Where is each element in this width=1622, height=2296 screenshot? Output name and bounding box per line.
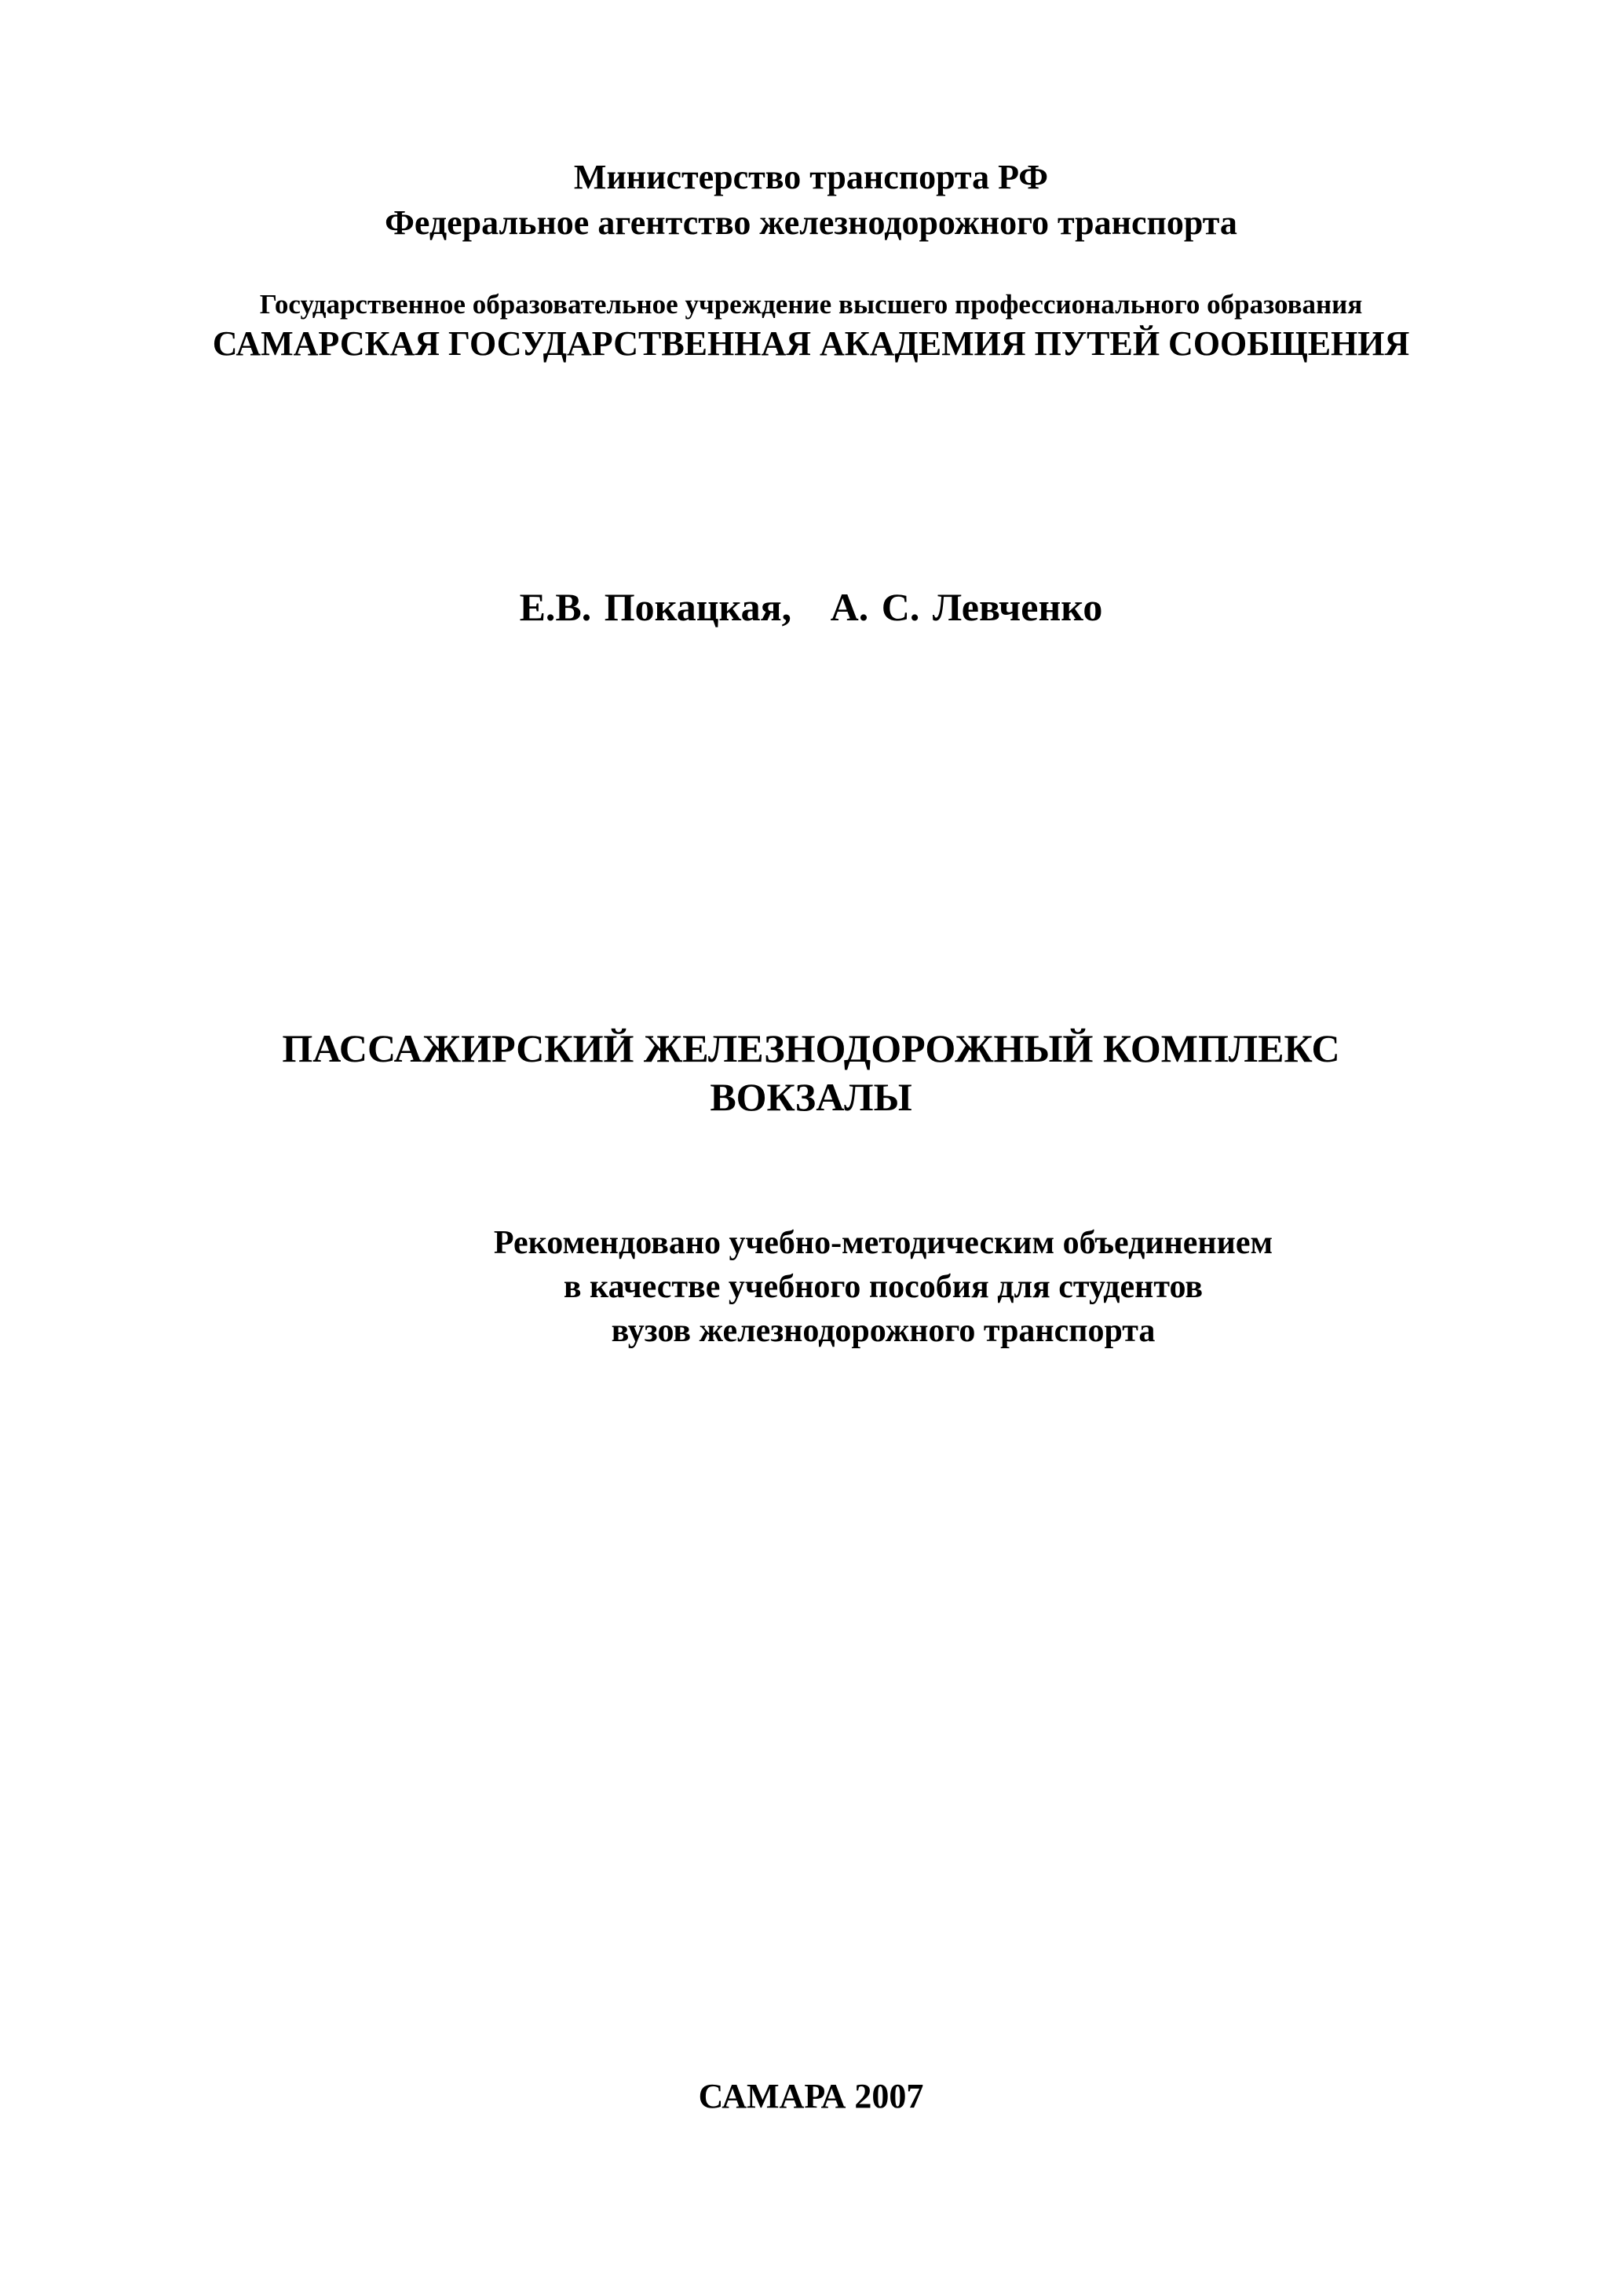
authors: Е.В. Покацкая, А. С. Левченко [519,585,1103,629]
recommendation-line-1: Рекомендовано учебно-методическим объединением [493,1225,1273,1261]
institution-type: Государственное образовательное учреждение высшего профессионального образования [259,289,1363,320]
book-title-line-2: ВОКЗАЛЫ [710,1075,912,1119]
city-year: САМАРА 2007 [698,2077,924,2115]
book-title-line-1: ПАССАЖИРСКИЙ ЖЕЛЕЗНОДОРОЖНЫЙ КОМПЛЕКС [282,1026,1340,1070]
recommendation-line-2: в качестве учебного пособия для студентов [563,1269,1204,1305]
agency-name: Федеральное агентство железнодорожного транспорта [385,203,1237,242]
ministry-name: Министерство транспорта РФ [573,158,1049,196]
academy-name: САМАРСКАЯ ГОСУДАРСТВЕННАЯ АКАДЕМИЯ ПУТЕЙ СООБЩЕНИЯ [212,324,1410,363]
recommendation-line-3: вузов железнодорожного транспорта [611,1313,1156,1349]
